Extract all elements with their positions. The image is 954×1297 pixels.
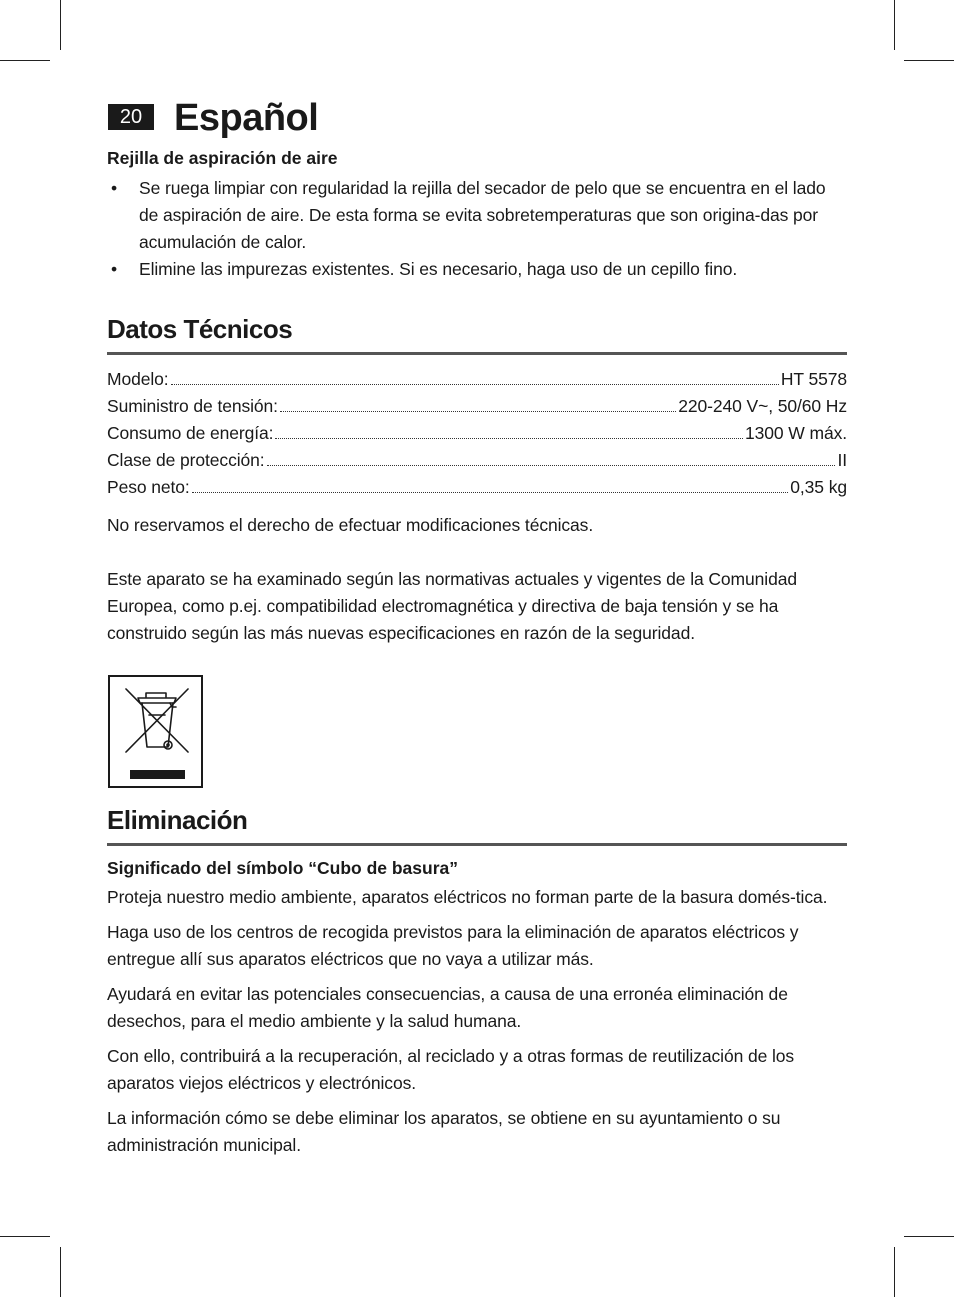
crop-mark bbox=[904, 60, 954, 61]
spec-value: 1300 W máx. bbox=[745, 423, 847, 443]
spec-row-protection-class bbox=[107, 447, 847, 474]
page-number: 20 bbox=[108, 104, 154, 130]
compliance-statement: Este aparato se ha examinado según las normativas actuales y vigentes de la Comunidad Europea, como p.ej. compatibilidad electromagnética y directiva de baja tensión y se ha construido según las más nuevas especificaciones en razón de la seguridad. bbox=[107, 569, 797, 643]
crop-mark bbox=[894, 0, 895, 50]
crop-mark bbox=[0, 60, 50, 61]
spec-row-model bbox=[107, 366, 847, 393]
modifications-note: No reservamos el derecho de efectuar modificaciones técnicas. bbox=[107, 515, 594, 535]
spec-label: Suministro de tensión: bbox=[107, 396, 278, 416]
language-title: Español bbox=[174, 97, 319, 139]
disposal-paragraph: Con ello, contribuirá a la recuperación, al reciclado y a otras formas de reutilización de los aparatos viejos eléctricos y electrónicos. bbox=[107, 1046, 795, 1093]
spec-row-weight bbox=[107, 474, 847, 501]
spec-value: HT 5578 bbox=[780, 369, 847, 389]
list-item bbox=[107, 256, 847, 283]
spec-value: 0,35 kg bbox=[790, 477, 847, 497]
bullet-icon: • bbox=[111, 178, 118, 198]
spec-row-voltage bbox=[107, 393, 847, 420]
spec-label: Modelo: bbox=[107, 369, 169, 389]
disposal-section bbox=[107, 803, 847, 1159]
tech-data-section bbox=[107, 312, 847, 647]
wheelie-bin-symbol bbox=[108, 675, 203, 788]
crop-mark bbox=[60, 1247, 61, 1297]
spec-label: Clase de protección: bbox=[107, 450, 265, 470]
list-item-text: Elimine las impurezas existentes. Si es necesario, haga uso de un cepillo fino. bbox=[139, 259, 738, 279]
spec-label: Consumo de energía: bbox=[107, 423, 274, 443]
crop-mark bbox=[0, 1236, 50, 1237]
crop-mark bbox=[894, 1247, 895, 1297]
intake-grille-heading: Rejilla de aspiración de aire bbox=[107, 148, 338, 168]
dot-leader bbox=[267, 465, 836, 466]
dot-leader bbox=[192, 492, 789, 493]
disposal-subheading: Significado del símbolo “Cubo de basura” bbox=[107, 858, 459, 878]
disposal-title: Eliminación bbox=[107, 803, 847, 846]
crop-mark bbox=[904, 1236, 954, 1237]
spec-value: 220-240 V~, 50/60 Hz bbox=[678, 396, 847, 416]
disposal-paragraph: La información cómo se debe eliminar los aparatos, se obtiene en su ayuntamiento o su administración municipal. bbox=[107, 1108, 781, 1155]
tech-data-title: Datos Técnicos bbox=[107, 312, 847, 355]
bullet-icon: • bbox=[111, 259, 118, 279]
disposal-paragraph: Haga uso de los centros de recogida previstos para la eliminación de aparatos eléctricos y entregue allí sus aparatos eléctricos que no vaya a utilizar más. bbox=[107, 922, 799, 969]
dot-leader bbox=[275, 438, 743, 439]
spec-row-power bbox=[107, 420, 847, 447]
dot-leader bbox=[171, 384, 779, 385]
spec-value: II bbox=[837, 450, 847, 470]
dot-leader bbox=[280, 411, 676, 412]
spec-table bbox=[107, 366, 847, 501]
list-item bbox=[107, 175, 847, 256]
crop-mark bbox=[60, 0, 61, 50]
intake-grille-list bbox=[107, 175, 847, 283]
spec-label: Peso neto: bbox=[107, 477, 190, 497]
disposal-paragraph: Proteja nuestro medio ambiente, aparatos eléctricos no forman parte de la basura domés-tica. bbox=[107, 887, 828, 907]
disposal-paragraph: Ayudará en evitar las potenciales consecuencias, a causa de una erronéa eliminación de desechos, para el medio ambiente y la salud humana. bbox=[107, 984, 788, 1031]
crossed-out-wheelie-bin-icon bbox=[110, 677, 201, 786]
list-item-text: Se ruega limpiar con regularidad la rejilla del secador de pelo que se encuentra en el lado de aspiración de aire. De esta forma se evita sobretemperaturas que son origina-das por acumulación de calor. bbox=[139, 178, 826, 252]
intake-grille-section bbox=[107, 145, 847, 283]
